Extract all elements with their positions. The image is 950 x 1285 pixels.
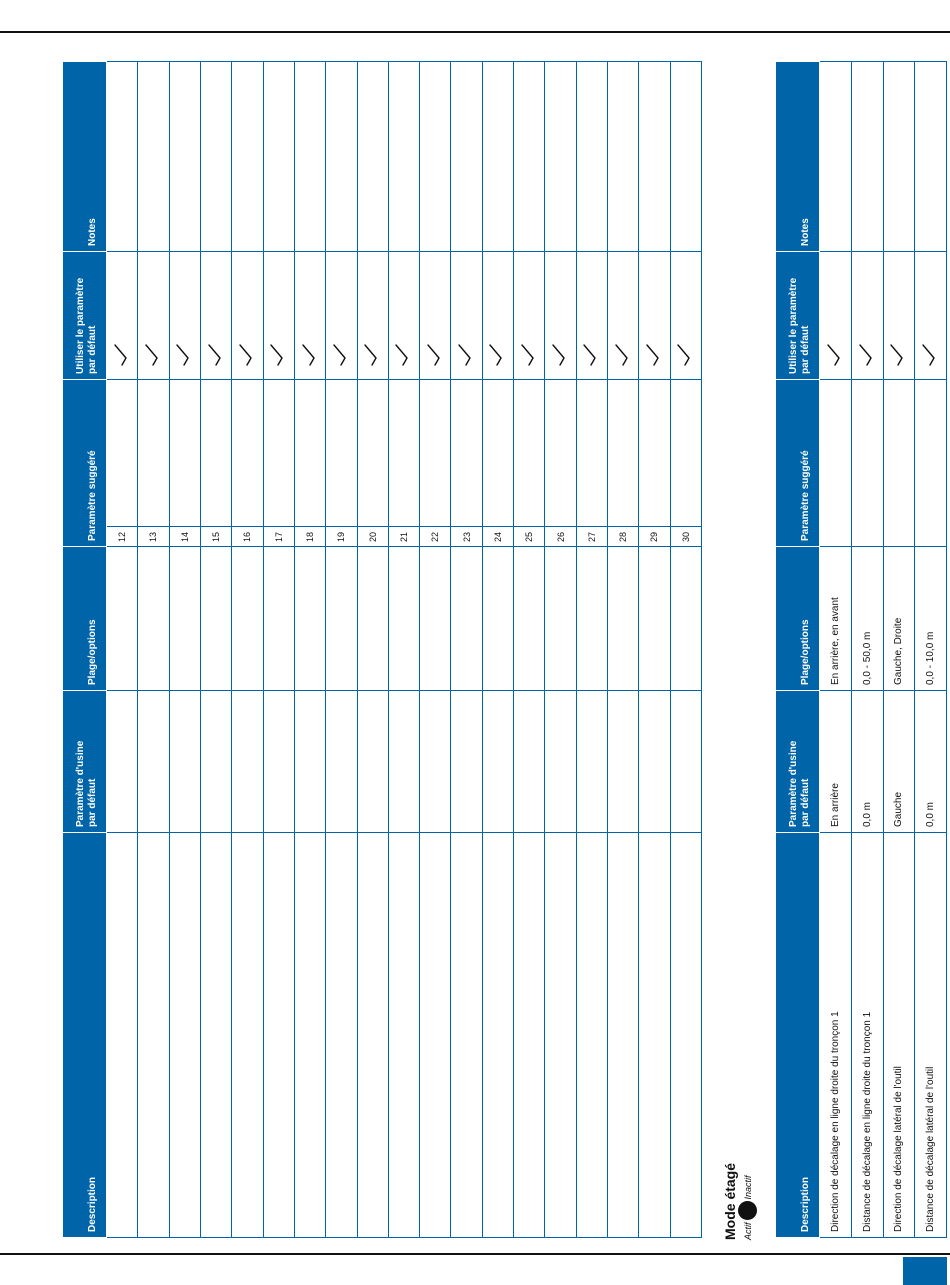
factory-default-cell bbox=[263, 691, 294, 833]
range-options-cell: 0,0 - 10,0 m bbox=[915, 547, 947, 691]
suggested-cell[interactable] bbox=[883, 380, 915, 547]
factory-default-cell bbox=[107, 691, 138, 833]
table-row bbox=[915, 62, 947, 1238]
check-mark-icon bbox=[896, 343, 907, 367]
check-mark-icon bbox=[833, 343, 844, 367]
description-cell bbox=[388, 833, 419, 1238]
range-options-cell bbox=[514, 547, 545, 691]
range-options-cell bbox=[608, 547, 639, 691]
suggested-cell[interactable] bbox=[294, 379, 325, 526]
factory-default-cell bbox=[482, 691, 513, 833]
notes-cell[interactable] bbox=[514, 61, 545, 251]
suggested-cell[interactable] bbox=[482, 379, 513, 526]
factory-default-cell bbox=[388, 691, 419, 833]
range-options-cell bbox=[263, 547, 294, 691]
factory-default-cell bbox=[200, 691, 231, 833]
notes-cell[interactable] bbox=[670, 61, 701, 251]
description-cell bbox=[576, 833, 607, 1238]
row-number: 20 bbox=[357, 527, 388, 547]
row-number: 24 bbox=[482, 527, 513, 547]
factory-default-cell bbox=[670, 691, 701, 833]
table-row bbox=[545, 61, 576, 1237]
suggested-cell[interactable] bbox=[639, 379, 670, 526]
range-options-cell bbox=[420, 547, 451, 691]
check-mark-icon bbox=[589, 343, 600, 367]
suggested-cell[interactable] bbox=[420, 379, 451, 526]
use-default-cell[interactable] bbox=[851, 252, 883, 380]
check-mark-icon bbox=[865, 343, 876, 367]
range-options-cell bbox=[576, 547, 607, 691]
use-default-cell[interactable] bbox=[200, 251, 231, 379]
range-options-cell bbox=[388, 547, 419, 691]
factory-default-cell bbox=[232, 691, 263, 833]
description-cell bbox=[545, 833, 576, 1238]
range-options-cell bbox=[670, 547, 701, 691]
check-mark-icon bbox=[120, 343, 131, 367]
check-mark-icon bbox=[308, 343, 319, 367]
mode-active-label: Actif bbox=[742, 1222, 753, 1240]
use-default-cell[interactable] bbox=[232, 251, 263, 379]
use-default-cell[interactable] bbox=[670, 251, 701, 379]
range-options-cell: 0,0 - 50,0 m bbox=[851, 547, 883, 691]
suggested-cell[interactable] bbox=[388, 379, 419, 526]
description-cell bbox=[639, 833, 670, 1238]
use-default-cell[interactable] bbox=[138, 251, 169, 379]
notes-cell[interactable] bbox=[639, 61, 670, 251]
header-notes: Notes bbox=[776, 62, 820, 252]
description-cell bbox=[357, 833, 388, 1238]
factory-default-cell: En arrière bbox=[820, 691, 852, 833]
row-number: 27 bbox=[576, 527, 607, 547]
description-cell bbox=[420, 833, 451, 1238]
range-options-cell bbox=[232, 547, 263, 691]
check-mark-icon bbox=[558, 343, 569, 367]
mode-section bbox=[722, 1120, 766, 1240]
check-mark-icon bbox=[276, 343, 287, 367]
check-mark-icon bbox=[182, 343, 193, 367]
row-number: 28 bbox=[608, 527, 639, 547]
description-cell bbox=[263, 833, 294, 1238]
notes-cell[interactable] bbox=[107, 61, 138, 251]
factory-default-cell bbox=[576, 691, 607, 833]
notes-cell[interactable] bbox=[545, 61, 576, 251]
mode-inactive-label: Inactif bbox=[742, 1175, 753, 1200]
row-number: 12 bbox=[107, 527, 138, 547]
factory-default-cell: 0,0 m bbox=[851, 691, 883, 833]
description-cell bbox=[514, 833, 545, 1238]
mode-title: Mode étagé bbox=[722, 1162, 738, 1240]
table-row bbox=[851, 62, 883, 1238]
row-number: 22 bbox=[420, 527, 451, 547]
mode-legend bbox=[738, 1120, 757, 1240]
row-number: 23 bbox=[451, 527, 482, 547]
table-row bbox=[670, 61, 701, 1237]
use-default-cell[interactable] bbox=[169, 251, 200, 379]
row-number: 19 bbox=[326, 527, 357, 547]
use-default-cell[interactable] bbox=[576, 251, 607, 379]
use-default-cell[interactable] bbox=[451, 251, 482, 379]
use-default-cell[interactable] bbox=[107, 251, 138, 379]
description-cell: Direction de décalage en ligne droite du tronçon 1 bbox=[820, 833, 852, 1238]
table-row bbox=[263, 61, 294, 1237]
use-default-cell[interactable] bbox=[915, 252, 947, 380]
factory-default-cell: 0,0 m bbox=[915, 691, 947, 833]
description-cell bbox=[482, 833, 513, 1238]
use-default-cell[interactable] bbox=[482, 251, 513, 379]
check-mark-icon bbox=[370, 343, 381, 367]
factory-default-cell bbox=[608, 691, 639, 833]
bottom-rule bbox=[0, 1253, 950, 1255]
table-row bbox=[357, 61, 388, 1237]
use-default-cell[interactable] bbox=[545, 251, 576, 379]
notes-cell[interactable] bbox=[232, 61, 263, 251]
range-options-cell bbox=[545, 547, 576, 691]
header-suggested: Paramètre suggéré bbox=[776, 380, 820, 547]
use-default-cell[interactable] bbox=[263, 251, 294, 379]
header-description: Description bbox=[63, 833, 107, 1238]
notes-cell[interactable] bbox=[915, 62, 947, 252]
suggested-cell[interactable] bbox=[326, 379, 357, 526]
table-row bbox=[420, 61, 451, 1237]
description-cell bbox=[670, 833, 701, 1238]
check-mark-icon bbox=[214, 343, 225, 367]
table-row bbox=[169, 61, 200, 1237]
top-rule bbox=[0, 31, 950, 33]
description-cell: Direction de décalage latéral de l'outil bbox=[883, 833, 915, 1238]
check-mark-icon bbox=[339, 343, 350, 367]
check-mark-icon bbox=[433, 343, 444, 367]
table-row bbox=[107, 61, 138, 1237]
suggested-cell[interactable] bbox=[232, 379, 263, 526]
suggested-cell[interactable] bbox=[670, 379, 701, 526]
range-options-cell bbox=[200, 547, 231, 691]
notes-cell[interactable] bbox=[138, 61, 169, 251]
check-mark-icon bbox=[928, 343, 939, 367]
description-cell bbox=[608, 833, 639, 1238]
table-row bbox=[576, 61, 607, 1237]
suggested-cell[interactable] bbox=[357, 379, 388, 526]
range-options-cell bbox=[451, 547, 482, 691]
row-number: 26 bbox=[545, 527, 576, 547]
header-notes: Notes bbox=[63, 61, 107, 251]
table-row bbox=[200, 61, 231, 1237]
range-options-cell bbox=[639, 547, 670, 691]
suggested-cell[interactable] bbox=[107, 379, 138, 526]
range-options-cell bbox=[482, 547, 513, 691]
range-options-cell: En arrière, en avant bbox=[820, 547, 852, 691]
factory-default-cell bbox=[451, 691, 482, 833]
factory-default-cell bbox=[169, 691, 200, 833]
header-description: Description bbox=[776, 833, 820, 1238]
suggested-cell[interactable] bbox=[138, 379, 169, 526]
row-number: 25 bbox=[514, 527, 545, 547]
header-suggested: Paramètre suggéré bbox=[63, 379, 107, 546]
table-row bbox=[294, 61, 325, 1237]
notes-cell[interactable] bbox=[482, 61, 513, 251]
factory-default-cell bbox=[138, 691, 169, 833]
header-use-default: Utiliser le paramètre par défaut bbox=[776, 252, 820, 380]
notes-cell[interactable] bbox=[388, 61, 419, 251]
check-mark-icon bbox=[652, 343, 663, 367]
table-row bbox=[639, 61, 670, 1237]
suggested-cell[interactable] bbox=[915, 380, 947, 547]
description-cell: Distance de décalage en ligne droite du tronçon 1 bbox=[851, 833, 883, 1238]
range-options-cell: Gauche, Droite bbox=[883, 547, 915, 691]
notes-cell[interactable] bbox=[200, 61, 231, 251]
row-number: 21 bbox=[388, 527, 419, 547]
filled-circle-icon bbox=[738, 1201, 757, 1220]
row-number: 13 bbox=[138, 527, 169, 547]
notes-cell[interactable] bbox=[326, 61, 357, 251]
range-options-cell bbox=[357, 547, 388, 691]
header-range-options: Plage/options bbox=[63, 547, 107, 691]
range-options-cell bbox=[294, 547, 325, 691]
row-number: 16 bbox=[232, 527, 263, 547]
description-cell bbox=[294, 833, 325, 1238]
table-row bbox=[138, 61, 169, 1237]
notes-cell[interactable] bbox=[294, 61, 325, 251]
use-default-cell[interactable] bbox=[326, 251, 357, 379]
use-default-cell[interactable] bbox=[357, 251, 388, 379]
suggested-cell[interactable] bbox=[576, 379, 607, 526]
use-default-cell[interactable] bbox=[388, 251, 419, 379]
page-tab bbox=[903, 1257, 947, 1285]
row-number: 15 bbox=[200, 527, 231, 547]
check-mark-icon bbox=[401, 343, 412, 367]
description-cell bbox=[232, 833, 263, 1238]
table-row bbox=[514, 61, 545, 1237]
header-factory-default: Paramètre d'usine par défaut bbox=[776, 691, 820, 833]
notes-cell[interactable] bbox=[420, 61, 451, 251]
factory-default-cell bbox=[639, 691, 670, 833]
check-mark-icon bbox=[245, 343, 256, 367]
notes-cell[interactable] bbox=[820, 62, 852, 252]
check-mark-icon bbox=[151, 343, 162, 367]
factory-default-cell bbox=[294, 691, 325, 833]
notes-cell[interactable] bbox=[357, 61, 388, 251]
description-cell bbox=[169, 833, 200, 1238]
table-row bbox=[326, 61, 357, 1237]
range-options-cell bbox=[169, 547, 200, 691]
table-row bbox=[883, 62, 915, 1238]
use-default-cell[interactable] bbox=[639, 251, 670, 379]
suggested-cell[interactable] bbox=[545, 379, 576, 526]
description-cell bbox=[200, 833, 231, 1238]
table-row bbox=[388, 61, 419, 1237]
row-number: 18 bbox=[294, 527, 325, 547]
row-number: 30 bbox=[670, 527, 701, 547]
range-options-cell bbox=[138, 547, 169, 691]
description-cell bbox=[326, 833, 357, 1238]
check-mark-icon bbox=[495, 343, 506, 367]
notes-cell[interactable] bbox=[451, 61, 482, 251]
suggested-cell[interactable] bbox=[451, 379, 482, 526]
table-row bbox=[451, 61, 482, 1237]
suggested-cell[interactable] bbox=[820, 380, 852, 547]
suggested-cell[interactable] bbox=[514, 379, 545, 526]
notes-cell[interactable] bbox=[851, 62, 883, 252]
factory-default-cell bbox=[326, 691, 357, 833]
suggested-cell[interactable] bbox=[263, 379, 294, 526]
table-row bbox=[608, 61, 639, 1237]
description-cell bbox=[107, 833, 138, 1238]
check-mark-icon bbox=[683, 343, 694, 367]
header-range-options: Plage/options bbox=[776, 547, 820, 691]
notes-cell[interactable] bbox=[169, 61, 200, 251]
suggested-cell[interactable] bbox=[608, 379, 639, 526]
row-number: 17 bbox=[263, 527, 294, 547]
table-row bbox=[482, 61, 513, 1237]
notes-cell[interactable] bbox=[576, 61, 607, 251]
suggested-cell[interactable] bbox=[200, 379, 231, 526]
description-cell: Distance de décalage latéral de l'outil bbox=[915, 833, 947, 1238]
row-number: 14 bbox=[169, 527, 200, 547]
use-default-cell[interactable] bbox=[820, 252, 852, 380]
settings-table-2 bbox=[775, 62, 947, 1238]
header-use-default: Utiliser le paramètre par défaut bbox=[63, 251, 107, 379]
use-default-cell[interactable] bbox=[883, 252, 915, 380]
notes-cell[interactable] bbox=[608, 61, 639, 251]
factory-default-cell bbox=[514, 691, 545, 833]
check-mark-icon bbox=[621, 343, 632, 367]
table-row bbox=[820, 62, 852, 1238]
use-default-cell[interactable] bbox=[294, 251, 325, 379]
check-mark-icon bbox=[527, 343, 538, 367]
factory-default-cell bbox=[357, 691, 388, 833]
check-mark-icon bbox=[464, 343, 475, 367]
factory-default-cell bbox=[420, 691, 451, 833]
range-options-cell bbox=[326, 547, 357, 691]
settings-table-1 bbox=[62, 62, 702, 1238]
factory-default-cell bbox=[545, 691, 576, 833]
use-default-cell[interactable] bbox=[608, 251, 639, 379]
description-cell bbox=[451, 833, 482, 1238]
range-options-cell bbox=[107, 547, 138, 691]
use-default-cell[interactable] bbox=[420, 251, 451, 379]
factory-default-cell: Gauche bbox=[883, 691, 915, 833]
header-factory-default: Paramètre d'usine par défaut bbox=[63, 691, 107, 833]
notes-cell[interactable] bbox=[883, 62, 915, 252]
notes-cell[interactable] bbox=[263, 61, 294, 251]
suggested-cell[interactable] bbox=[851, 380, 883, 547]
table-row bbox=[232, 61, 263, 1237]
suggested-cell[interactable] bbox=[169, 379, 200, 526]
description-cell bbox=[138, 833, 169, 1238]
row-number: 29 bbox=[639, 527, 670, 547]
use-default-cell[interactable] bbox=[514, 251, 545, 379]
